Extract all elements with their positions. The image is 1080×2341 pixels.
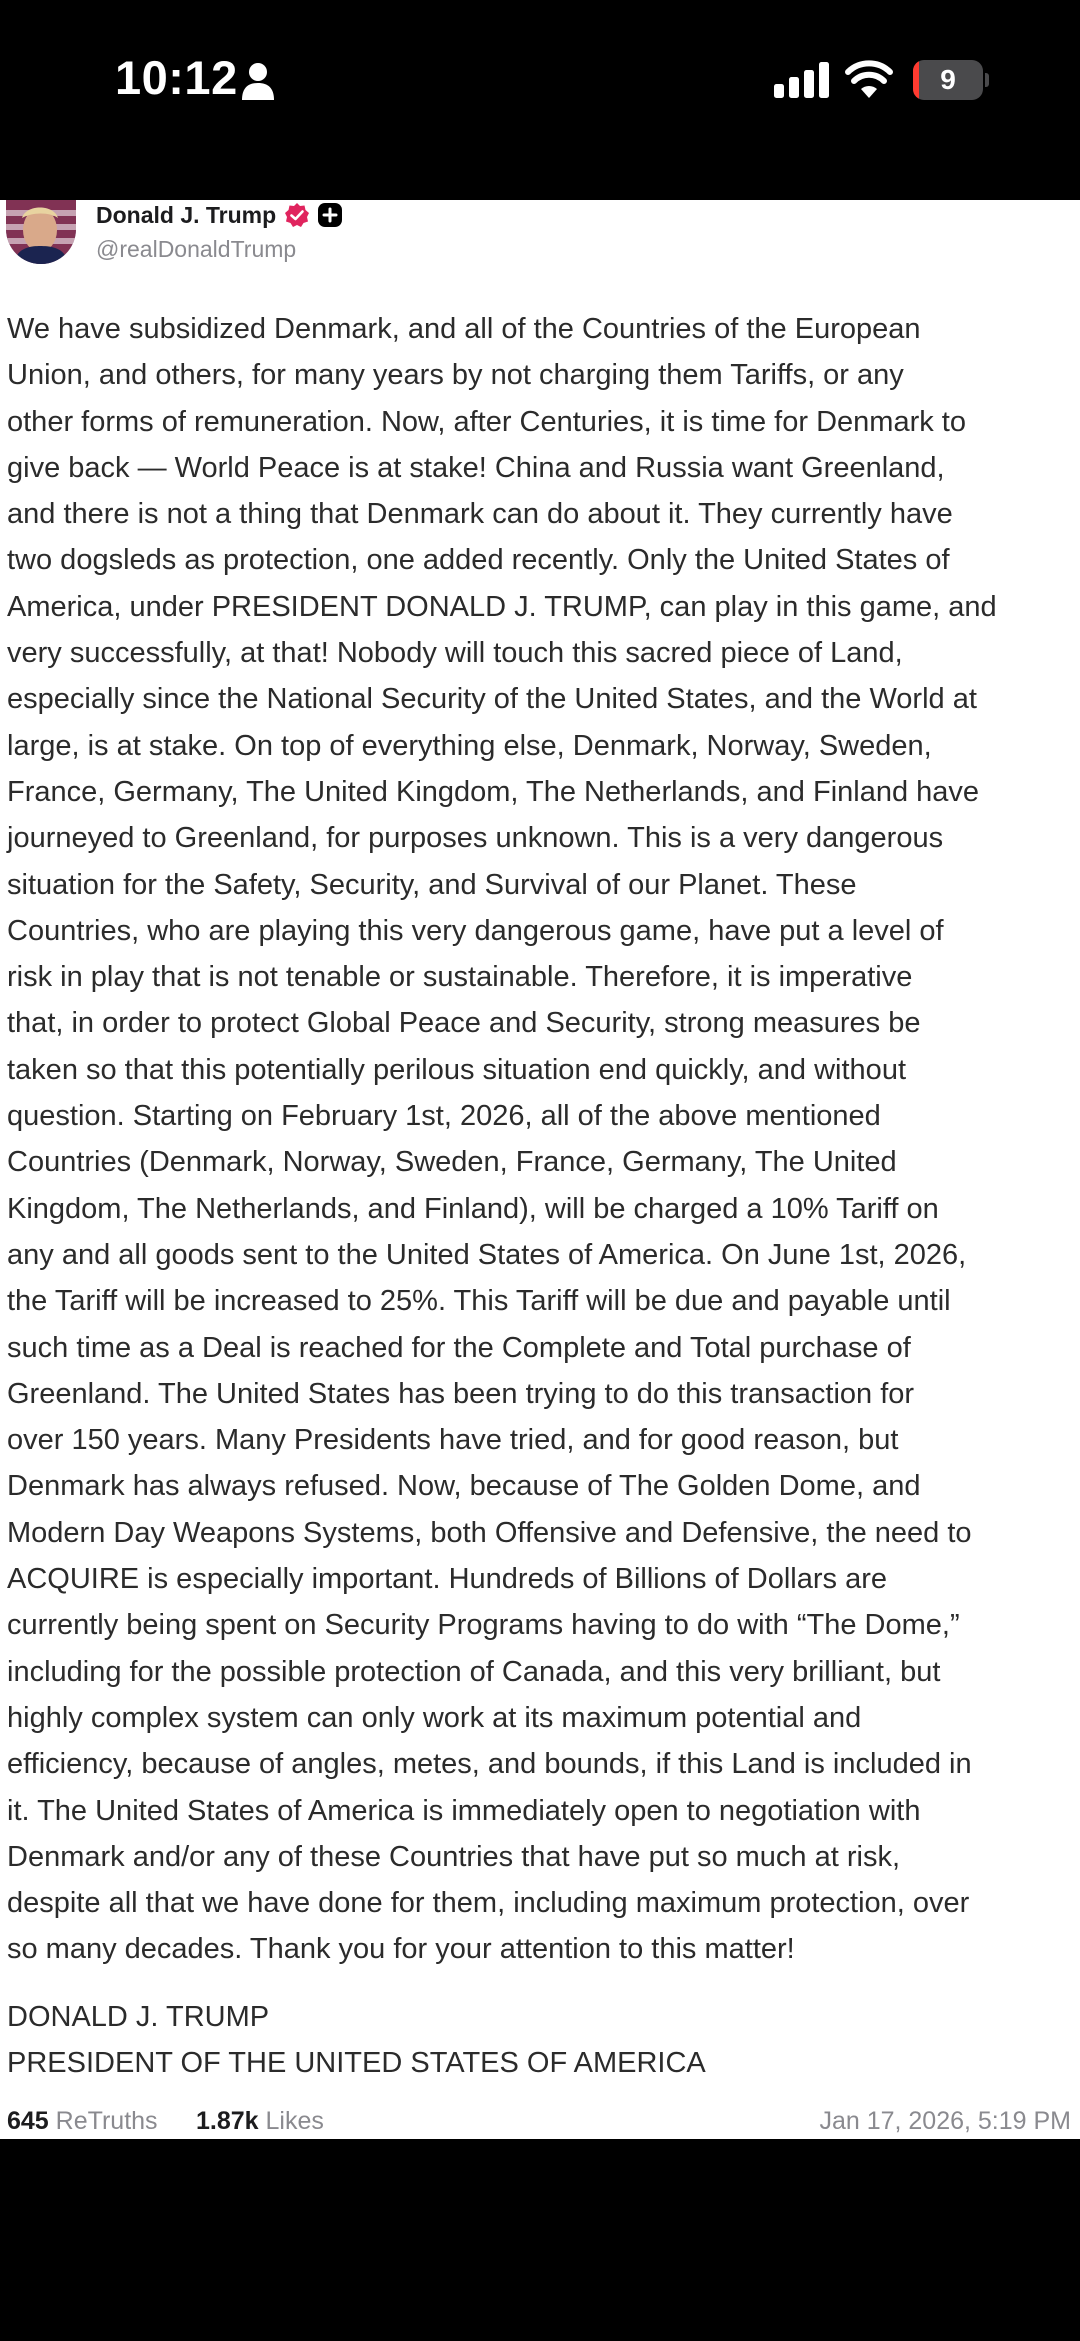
- post-body-line: so many decades. Thank you for your attention to this matter!: [7, 1933, 795, 1966]
- post-body-line: such time as a Deal is reached for the Complete and Total purchase of: [7, 1331, 911, 1364]
- post-body-line: Union, and others, for many years by not charging them Tariffs, or any: [7, 359, 904, 392]
- retruths-label: ReTruths: [55, 2107, 158, 2135]
- avatar-image: [6, 200, 76, 264]
- post-body-line: Greenland. The United States has been trying to do this transaction for: [7, 1377, 915, 1410]
- post-body-line: two dogsleds as protection, one added recently. Only the United States of: [7, 544, 950, 577]
- post-date: Jan 17, 2026, 5:19 PM: [819, 2107, 1071, 2135]
- battery-nub: [985, 73, 989, 87]
- post-body-line: ACQUIRE is especially important. Hundreds of Billions of Dollars are: [7, 1563, 888, 1596]
- post-body-line: over 150 years. Many Presidents have tried, and for good reason, but: [7, 1424, 899, 1457]
- post-body-line: other forms of remuneration. Now, after Centuries, it is time for Denmark to: [7, 405, 966, 438]
- post-body-line: Countries (Denmark, Norway, Sweden, France, Germany, The United: [7, 1146, 897, 1179]
- author-name[interactable]: Donald J. Trump: [96, 201, 277, 228]
- post-body-line: situation for the Safety, Security, and Survival of our Planet. These: [7, 868, 857, 901]
- post-stats: [7, 2107, 1073, 2139]
- post-body-line: the Tariff will be increased to 25%. This Tariff will be due and payable until: [7, 1285, 951, 1318]
- post-body-line: highly complex system can only work at its maximum potential and: [7, 1701, 862, 1734]
- person-icon: [240, 62, 276, 100]
- post-body-line: very successfully, at that! Nobody will touch this sacred piece of Land,: [7, 637, 903, 670]
- wifi-icon: [845, 60, 893, 98]
- post-body-line: currently being spent on Security Programs having to do with “The Dome,”: [7, 1609, 960, 1642]
- post-body-line: any and all goods sent to the United States of America. On June 1st, 2026,: [7, 1238, 967, 1271]
- post-body-line: America, under PRESIDENT DONALD J. TRUMP, can play in this game, and: [7, 590, 997, 623]
- post-body-line: efficiency, because of angles, metes, and bounds, if this Land is included in: [7, 1748, 972, 1781]
- retruths-count: 645: [7, 2107, 49, 2135]
- retruths-stat[interactable]: [7, 2107, 158, 2136]
- battery-icon: [913, 60, 985, 100]
- post-body-line: Countries, who are playing this very dangerous game, have put a level of: [7, 914, 944, 947]
- post-body-line: taken so that this potentially perilous situation end quickly, and without: [7, 1053, 906, 1086]
- post-body-line: and there is not a thing that Denmark can do about it. They currently have: [7, 498, 953, 531]
- author-handle[interactable]: @realDonaldTrump: [96, 236, 297, 262]
- post-body-line: including for the possible protection of Canada, and this very brilliant, but: [7, 1655, 941, 1688]
- likes-label: Likes: [265, 2107, 324, 2135]
- post-body-line: Kingdom, The Netherlands, and Finland), will be charged a 10% Tariff on: [7, 1192, 939, 1225]
- post-body-line: large, is at stake. On top of everything else, Denmark, Norway, Sweden,: [7, 729, 932, 762]
- post-body-line: give back — World Peace is at stake! China and Russia want Greenland,: [7, 451, 945, 484]
- battery-body: [913, 60, 983, 100]
- post-body-line: France, Germany, The United Kingdom, The Netherlands, and Finland have: [7, 775, 980, 808]
- signature-name: DONALD J. TRUMP: [7, 2001, 270, 2033]
- signature: [7, 1994, 1077, 2087]
- status-time: 10:12: [115, 51, 238, 104]
- post-body-line: especially since the National Security of the United States, and the World at: [7, 683, 977, 716]
- status-bar: [0, 0, 1080, 200]
- add-icon[interactable]: [318, 203, 342, 227]
- avatar[interactable]: [6, 200, 76, 264]
- post-body-line: risk in play that is not tenable or sustainable. Therefore, it is imperative: [7, 961, 913, 994]
- post-body: [7, 306, 1077, 1973]
- signature-title: PRESIDENT OF THE UNITED STATES OF AMERICA: [7, 2047, 706, 2080]
- post-body-line: despite all that we have done for them, including maximum protection, over: [7, 1887, 970, 1920]
- signal-icon: [774, 62, 830, 98]
- post-body-line: Denmark and/or any of these Countries that have put so much at risk,: [7, 1840, 901, 1873]
- post-body-line: that, in order to protect Global Peace and Security, strong measures be: [7, 1007, 921, 1040]
- likes-stat[interactable]: [196, 2107, 324, 2136]
- author-name-row: [96, 200, 342, 230]
- battery-level: 9: [940, 64, 956, 95]
- post-body-line: Modern Day Weapons Systems, both Offensive and Defensive, the need to: [7, 1516, 972, 1549]
- post-body-line: journeyed to Greenland, for purposes unknown. This is a very dangerous: [7, 822, 944, 855]
- post-body-line: Denmark has always refused. Now, because of The Golden Dome, and: [7, 1470, 921, 1503]
- post-body-line: We have subsidized Denmark, and all of the Countries of the European: [7, 313, 921, 345]
- post-body-line: it. The United States of America is immediately open to negotiation with: [7, 1794, 921, 1827]
- likes-count: 1.87k: [196, 2107, 259, 2135]
- post-card: [0, 200, 1080, 2139]
- post-body-line: question. Starting on February 1st, 2026, all of the above mentioned: [7, 1100, 881, 1133]
- verified-badge-icon: [284, 202, 310, 228]
